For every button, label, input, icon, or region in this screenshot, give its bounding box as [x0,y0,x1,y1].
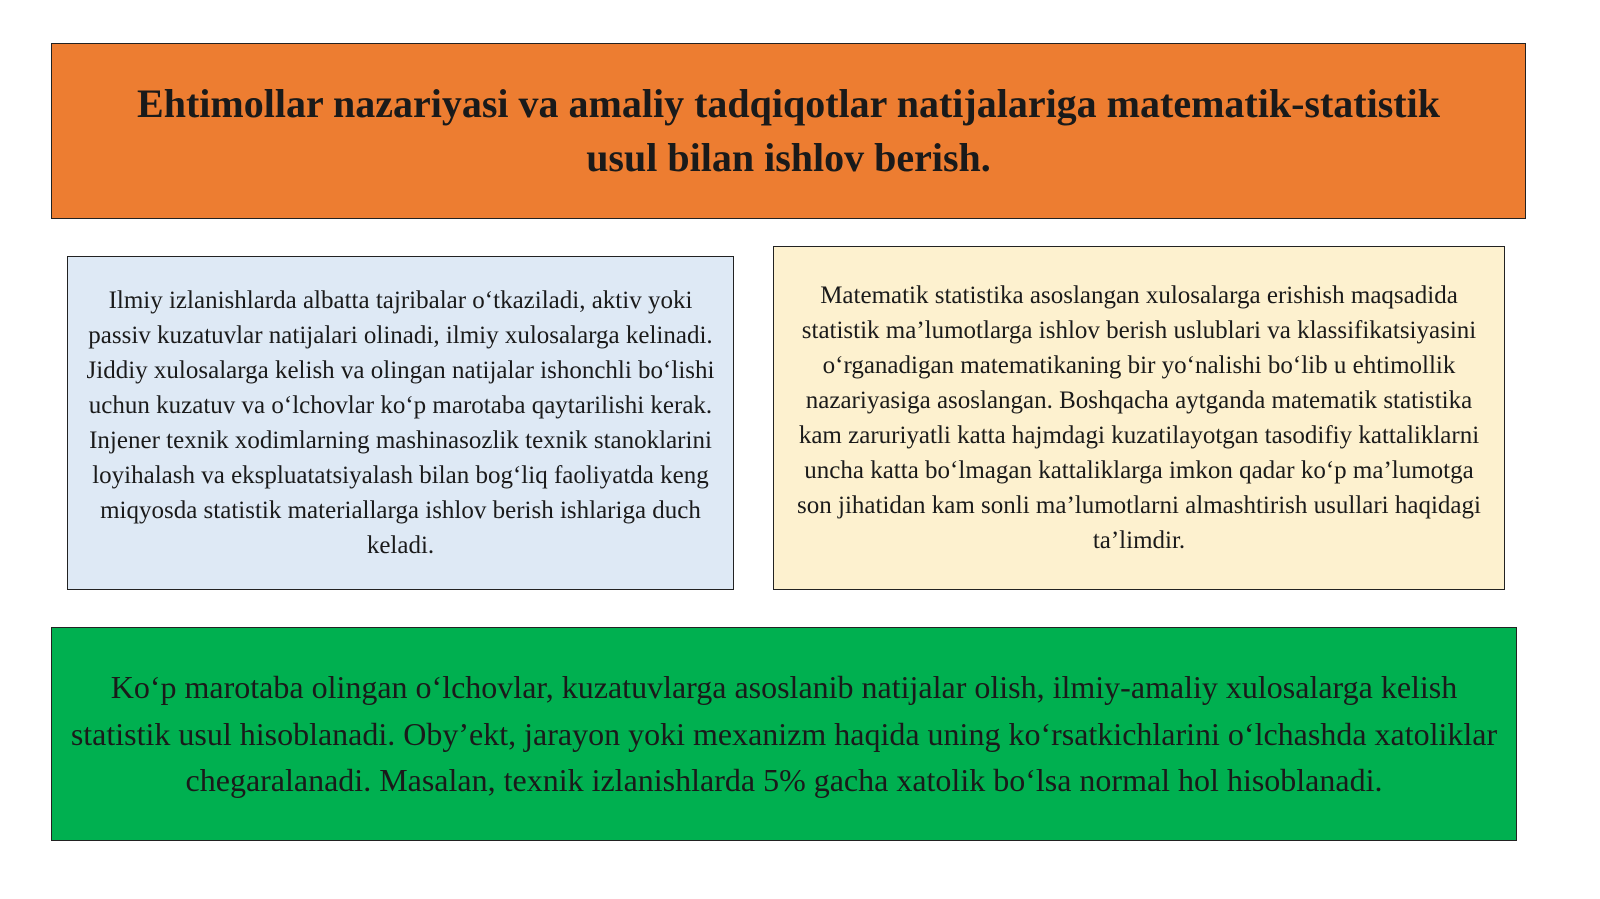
right-panel-text: Matematik statistika asoslangan xulosalarga erishish maqsadida statistik ma’lumotlarga ishlov berish uslublari va klassifikatsiyasini o‘rganadigan matematikaning bir yo‘nalishi bo‘lib u ehtimollik nazariyasiga asoslangan. Boshqacha aytganda matematik statistika kam zaruriyatli katta hajmdagi kuzatilayotgan tasodifiy kattaliklarni uncha katta bo‘lmagan kattaliklarga imkon qadar ko‘p ma’lumotga son jihatidan kam sonli ma’lumotlarni almashtirish usullari haqidagi ta’limdir. [797,282,1481,554]
slide-title: Ehtimollar nazariyasi va amaliy tadqiqotlar natijalariga matematik-statistik usul bilan ishlov berish. [137,81,1440,180]
title-banner [51,43,1526,219]
bottom-text-panel [51,627,1517,841]
right-text-panel [773,246,1505,590]
left-text-panel [67,256,734,590]
left-panel-text: Ilmiy izlanishlarda albatta tajribalar o‘tkaziladi, aktiv yoki passiv kuzatuvlar natijalari olinadi, ilmiy xulosalarga kelinadi. Jiddiy xulosalarga kelish va olingan natijalar ishonchli bo‘lishi uchun kuzatuv va o‘lchovlar ko‘p marotaba qaytarilishi kerak. Injener texnik xodimlarning mashinasozlik texnik stanoklarini loyihalash va ekspluatatsiyalash bilan bog‘liq faoliyatda keng miqyosda statistik materiallarga ishlov berish ishlariga duch keladi. [86,287,715,559]
bottom-panel-text: Ko‘p marotaba olingan o‘lchovlar, kuzatuvlarga asoslanib natijalar olish, ilmiy-amaliy xulosalarga kelish statistik usul hisoblanadi. Oby’ekt, jarayon yoki mexanizm haqida uning ko‘rsatkichlarini o‘lchashda xatoliklar chegaralanadi. Masalan, texnik izlanishlarda 5% gacha xatolik bo‘lsa normal hol hisoblanadi. [70,669,1498,799]
